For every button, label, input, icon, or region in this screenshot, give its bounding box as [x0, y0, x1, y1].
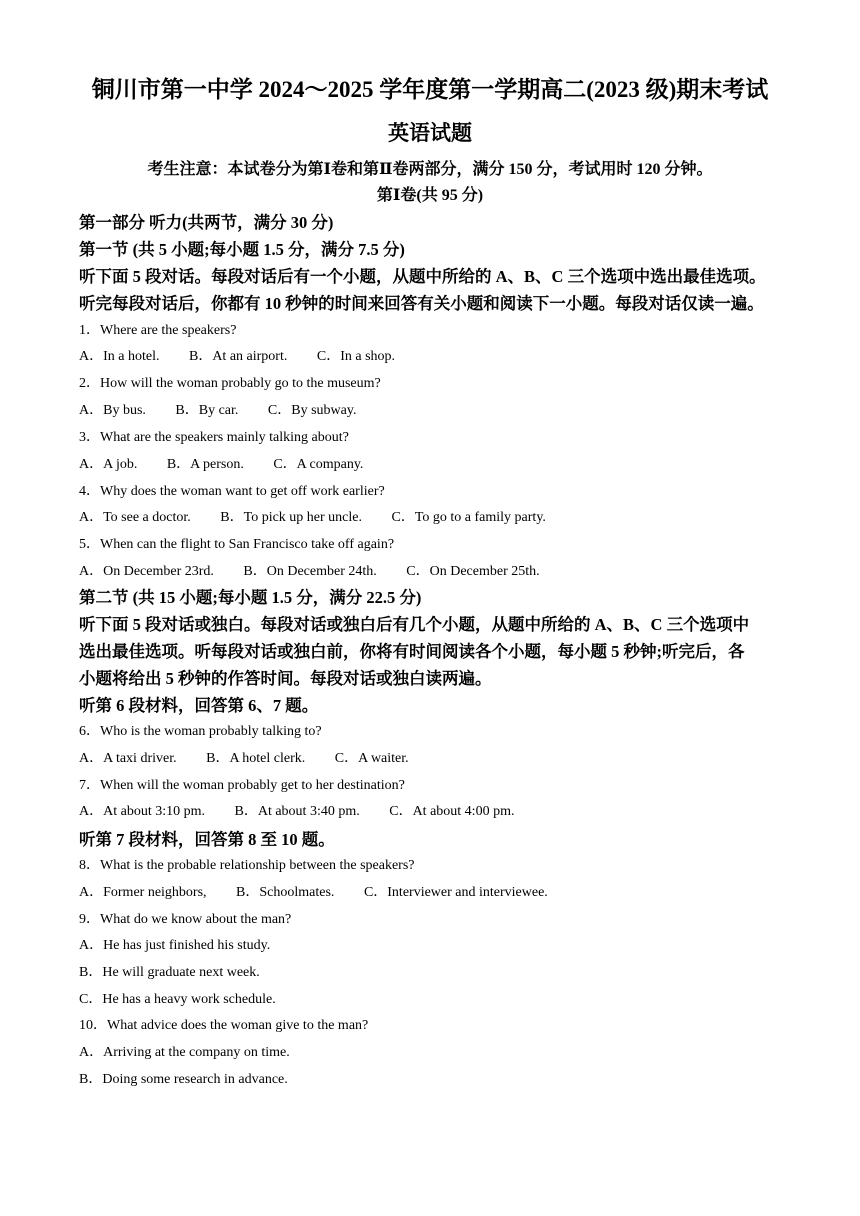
option-b: B．To pick up her uncle. — [220, 510, 362, 525]
option-a: A．A job. — [79, 457, 138, 472]
option-a: A．To see a doctor. — [79, 510, 191, 525]
option-b: B．He will graduate next week. — [79, 965, 260, 980]
option-a: A．He has just finished his study. — [79, 938, 271, 953]
option-b: B．Doing some research in advance. — [79, 1072, 288, 1087]
section-instruction: 小题将给出 5 秒钟的作答时间。每段对话或独白读两遍。 — [79, 669, 492, 688]
section-instruction: 听完每段对话后，你都有 10 秒钟的时间来回答有关小题和阅读下一小题。每段对话仅读一遍。 — [79, 294, 764, 313]
option-b: B．A hotel clerk. — [206, 751, 306, 766]
option-a: A．Arriving at the company on time. — [79, 1045, 290, 1060]
option-c: C．At about 4:00 pm. — [389, 804, 515, 819]
option-a: A．Former neighbors, — [79, 885, 207, 900]
exam-notice: 考生注意：本试卷分为第Ⅰ卷和第Ⅱ卷两部分，满分 150 分，考试用时 120 分钟。 — [147, 161, 713, 178]
question-stem: 1．Where are the speakers? — [79, 323, 237, 338]
section-instruction: 听下面 5 段对话。每段对话后有一个小题，从题中所给的 A、B、C 三个选项中选出最佳选项。 — [79, 267, 766, 286]
option-b: B．Schoolmates. — [236, 885, 335, 900]
section-heading: 第二节 (共 15 小题;每小题 1.5 分，满分 22.5 分) — [79, 588, 422, 607]
question-stem: 8．What is the probable relationship between the speakers? — [79, 858, 415, 873]
question-options — [79, 508, 572, 528]
option-b: B．At about 3:40 pm. — [234, 804, 360, 819]
question-stem: 9．What do we know about the man? — [79, 912, 292, 927]
option-a: A．In a hotel. — [79, 349, 160, 364]
option-c: C．He has a heavy work schedule. — [79, 992, 276, 1007]
part-heading: 第一部分 听力(共两节，满分 30 分) — [79, 213, 334, 232]
question-stem: 2．How will the woman probably go to the museum? — [79, 376, 381, 391]
question-options — [79, 883, 574, 903]
question-options — [79, 802, 540, 822]
question-stem: 4．Why does the woman want to get off work earlier? — [79, 484, 385, 499]
option-b: B．A person. — [166, 457, 244, 472]
question-options — [79, 401, 382, 421]
option-b: B．At an airport. — [188, 349, 288, 364]
option-a: A．At about 3:10 pm. — [79, 804, 205, 819]
option-c: C．A company. — [273, 457, 364, 472]
question-options — [79, 749, 435, 769]
option-c: C．By subway. — [267, 403, 357, 418]
question-options — [79, 562, 566, 582]
section-instruction: 选出最佳选项。听每段对话或独白前，你将有时间阅读各个小题，每小题 5 秒钟;听完后，各 — [79, 642, 745, 661]
option-a: A．By bus. — [79, 403, 146, 418]
option-a: A．A taxi driver. — [79, 751, 177, 766]
option-b: B．On December 24th. — [243, 564, 377, 579]
section-instruction: 听下面 5 段对话或独白。每段对话或独白后有几个小题，从题中所给的 A、B、C 三个选项中 — [79, 615, 750, 634]
option-c: C．In a shop. — [316, 349, 396, 364]
option-c: C．On December 25th. — [406, 564, 540, 579]
material-heading: 听第 6 段材料，回答第 6、7 题。 — [79, 696, 319, 715]
question-stem: 6．Who is the woman probably talking to? — [79, 724, 322, 739]
material-heading: 听第 7 段材料，回答第 8 至 10 题。 — [79, 830, 335, 849]
question-options — [79, 455, 389, 475]
question-stem: 3．What are the speakers mainly talking about? — [79, 430, 349, 445]
exam-subtitle: 英语试题 — [388, 121, 472, 145]
option-c: C．A waiter. — [334, 751, 409, 766]
question-options — [79, 347, 421, 367]
option-c: C．To go to a family party. — [391, 510, 546, 525]
question-stem: 7．When will the woman probably get to her destination? — [79, 778, 405, 793]
option-c: C．Interviewer and interviewee. — [363, 885, 548, 900]
option-a: A．On December 23rd. — [79, 564, 214, 579]
volume-heading: 第Ⅰ卷(共 95 分) — [376, 187, 484, 204]
exam-title: 铜川市第一中学 2024～2025 学年度第一学期高二(2023 级)期末考试 — [91, 77, 769, 102]
option-b: B．By car. — [175, 403, 239, 418]
question-stem: 10．What advice does the woman give to the man? — [79, 1018, 369, 1033]
question-stem: 5．When can the flight to San Francisco take off again? — [79, 537, 395, 552]
section-heading: 第一节 (共 5 小题;每小题 1.5 分，满分 7.5 分) — [79, 240, 405, 259]
